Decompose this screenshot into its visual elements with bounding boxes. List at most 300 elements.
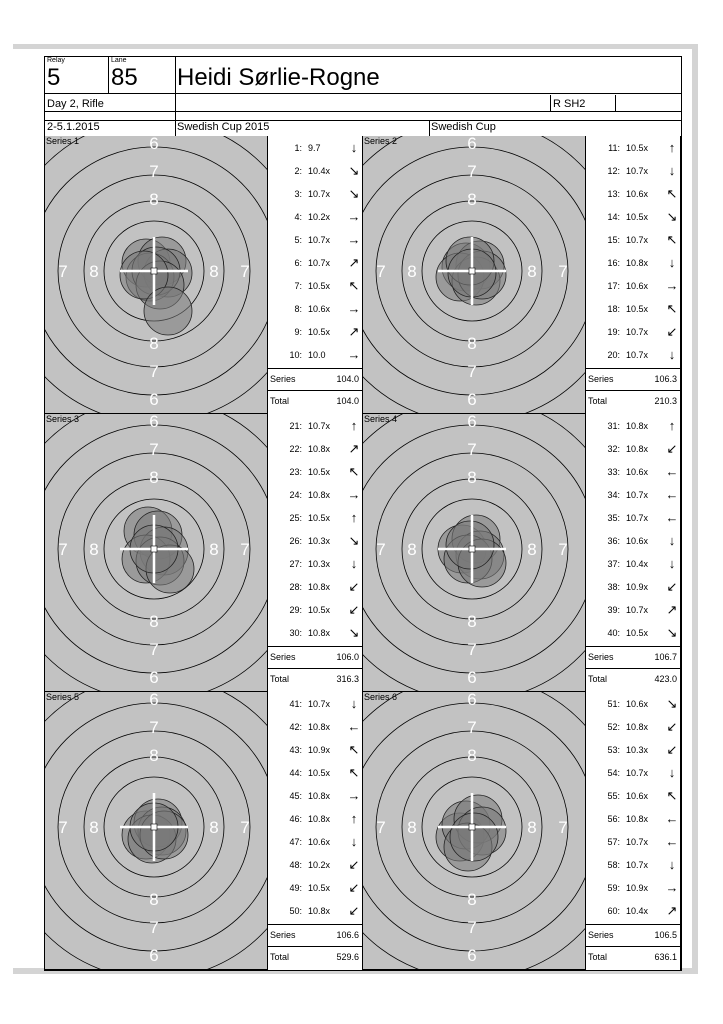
shot-number: 1:: [294, 143, 302, 153]
ring-label-7: 7: [376, 818, 386, 837]
shot-score: 10.8x: [308, 814, 331, 824]
shot-direction-arrow-icon: →: [347, 347, 361, 362]
shot-row: [268, 506, 362, 529]
shot-number: 23:: [289, 467, 302, 477]
shot-row: [586, 251, 680, 274]
shot-direction-arrow-icon: ←: [665, 811, 679, 826]
shot-table-5: [267, 692, 363, 970]
shot-number: 29:: [289, 605, 302, 615]
shot-number: 6:: [294, 258, 302, 268]
shot-direction-arrow-icon: ↙: [348, 602, 360, 617]
shot-direction-arrow-icon: →: [347, 788, 361, 803]
shot-score: 10.7x: [308, 189, 331, 199]
shot-number: 15:: [607, 235, 620, 245]
shot-score: 10.2x: [308, 212, 331, 222]
series-subtotal-label: Series: [588, 374, 614, 384]
venue-name: Swedish Cup: [431, 121, 496, 133]
shot-row: [586, 692, 680, 715]
shot-score: 10.5x: [308, 467, 331, 477]
shot-score: 10.8x: [308, 906, 331, 916]
shot-row: [586, 320, 680, 343]
shot-row: [268, 575, 362, 598]
relay-label: Relay: [47, 57, 65, 64]
competition-name: Swedish Cup 2015: [177, 121, 270, 133]
shot-table-4: [585, 414, 681, 692]
shot-direction-arrow-icon: ↘: [348, 163, 360, 178]
shot-score: 10.7x: [626, 350, 649, 360]
ring-label-6: 6: [467, 692, 477, 709]
shot-number: 59:: [607, 883, 620, 893]
shot-number: 44:: [289, 768, 302, 778]
shot-row: [268, 853, 362, 876]
series-label: Series 3: [46, 414, 80, 424]
shot-hole: [144, 287, 192, 335]
shot-row: [586, 343, 680, 366]
shot-hole: [446, 521, 494, 569]
page-top-shadow: [13, 44, 698, 49]
shot-row: [586, 552, 680, 575]
shot-direction-arrow-icon: ←: [347, 719, 361, 734]
shot-direction-arrow-icon: ↓: [350, 140, 358, 155]
shot-score: 10.8x: [308, 791, 331, 801]
series-panel-4: [363, 414, 681, 692]
shot-direction-arrow-icon: ↖: [348, 742, 360, 757]
shot-number: 48:: [289, 860, 302, 870]
series-subtotal-label: Series: [270, 930, 296, 940]
ring-label-6: 6: [467, 390, 477, 409]
shot-direction-arrow-icon: ↓: [668, 533, 676, 548]
shot-direction-arrow-icon: ↖: [348, 278, 360, 293]
series-panel-1: [45, 136, 363, 414]
ring-label-8: 8: [527, 540, 537, 559]
shot-score: 10.6x: [626, 699, 649, 709]
shot-score: 10.5x: [308, 281, 331, 291]
series-subtotal-label: Series: [270, 652, 296, 662]
shot-number: 19:: [607, 327, 620, 337]
shot-score: 10.7x: [626, 327, 649, 337]
center-mark: [469, 824, 475, 830]
shot-direction-arrow-icon: ↙: [348, 903, 360, 918]
shot-row: [586, 598, 680, 621]
shot-direction-arrow-icon: →: [347, 209, 361, 224]
shot-direction-arrow-icon: →: [665, 278, 679, 293]
shot-number: 27:: [289, 559, 302, 569]
ring-label-7: 7: [467, 362, 477, 381]
ring-label-8: 8: [149, 890, 159, 909]
shot-row: [586, 853, 680, 876]
shot-number: 24:: [289, 490, 302, 500]
shot-row: [586, 830, 680, 853]
shot-direction-arrow-icon: ↑: [350, 510, 358, 525]
shot-number: 8:: [294, 304, 302, 314]
shot-row: [586, 136, 680, 159]
series-panel-5: [45, 692, 363, 970]
shot-direction-arrow-icon: ↓: [668, 347, 676, 362]
shot-row: [268, 437, 362, 460]
shot-row: [268, 876, 362, 899]
shot-score: 10.8x: [308, 444, 331, 454]
shot-number: 43:: [289, 745, 302, 755]
shot-number: 26:: [289, 536, 302, 546]
ring-label-8: 8: [467, 612, 477, 631]
shot-direction-arrow-icon: ↓: [668, 556, 676, 571]
shot-direction-arrow-icon: ↗: [666, 903, 678, 918]
shot-direction-arrow-icon: ↘: [348, 186, 360, 201]
shot-score: 10.6x: [626, 536, 649, 546]
ring-label-7: 7: [149, 640, 159, 659]
shot-number: 12:: [607, 166, 620, 176]
ring-label-8: 8: [407, 818, 417, 837]
running-total: [586, 390, 680, 413]
shot-number: 20:: [607, 350, 620, 360]
shot-row: [586, 784, 680, 807]
ring-label-7: 7: [240, 540, 250, 559]
shot-row: [586, 159, 680, 182]
shot-table-6: [585, 692, 681, 970]
running-total: [268, 946, 362, 969]
shot-score: 10.4x: [626, 906, 649, 916]
shot-number: 11:: [608, 143, 620, 153]
shot-row: [268, 136, 362, 159]
shot-number: 37:: [607, 559, 620, 569]
shot-row: [586, 621, 680, 644]
shot-row: [586, 414, 680, 437]
series-subtotal: [268, 924, 362, 947]
shot-row: [586, 876, 680, 899]
series-label: Series 1: [46, 136, 80, 146]
series-subtotal-value: 106.7: [654, 652, 677, 662]
ring-label-7: 7: [58, 818, 68, 837]
shot-score: 10.7x: [308, 699, 331, 709]
ring-label-6: 6: [467, 414, 477, 431]
shot-number: 10:: [289, 350, 302, 360]
ring-label-8: 8: [467, 468, 477, 487]
shot-score: 10.8x: [308, 722, 331, 732]
ring-label-6: 6: [149, 136, 159, 153]
ring-label-7: 7: [467, 162, 477, 181]
series-subtotal-label: Series: [588, 652, 614, 662]
shot-direction-arrow-icon: ←: [665, 464, 679, 479]
ring-label-8: 8: [467, 334, 477, 353]
ring-label-6: 6: [467, 136, 477, 153]
ring-label-8: 8: [209, 818, 219, 837]
running-total-label: Total: [270, 396, 290, 406]
shot-row: [586, 483, 680, 506]
series-subtotal: [586, 924, 680, 947]
shot-row: [586, 761, 680, 784]
shot-direction-arrow-icon: →: [665, 880, 679, 895]
shot-row: [586, 274, 680, 297]
shot-row: [268, 251, 362, 274]
shot-row: [268, 297, 362, 320]
ring-label-7: 7: [149, 918, 159, 937]
shot-direction-arrow-icon: →: [347, 232, 361, 247]
shot-number: 53:: [607, 745, 620, 755]
shot-score: 10.5x: [626, 143, 649, 153]
shot-number: 34:: [607, 490, 620, 500]
shot-score: 10.7x: [626, 235, 649, 245]
ring-label-7: 7: [558, 818, 568, 837]
series-subtotal: [586, 368, 680, 391]
shot-score: 10.8x: [308, 490, 331, 500]
shot-number: 22:: [289, 444, 302, 454]
ring-label-8: 8: [149, 190, 159, 209]
series-subtotal-label: Series: [270, 374, 296, 384]
score-sheet: [44, 56, 682, 971]
shot-number: 9:: [294, 327, 302, 337]
shot-score: 10.7x: [308, 258, 331, 268]
shot-score: 10.4x: [308, 166, 331, 176]
ring-label-7: 7: [467, 718, 477, 737]
shot-number: 18:: [607, 304, 620, 314]
series-subtotal-value: 106.3: [654, 374, 677, 384]
lane-number: 85: [111, 64, 138, 91]
shot-score: 10.6x: [308, 304, 331, 314]
shot-score: 10.4x: [626, 559, 649, 569]
ring-label-8: 8: [89, 818, 99, 837]
shot-number: 55:: [607, 791, 620, 801]
ring-label-7: 7: [58, 262, 68, 281]
shot-direction-arrow-icon: ↘: [666, 696, 678, 711]
shot-table-2: [585, 136, 681, 414]
shot-score: 10.0: [308, 350, 326, 360]
target-3: [45, 414, 267, 692]
shot-score: 10.2x: [308, 860, 331, 870]
shot-direction-arrow-icon: ←: [665, 834, 679, 849]
ring-label-8: 8: [407, 262, 417, 281]
lane-label: Lane: [111, 57, 127, 64]
shot-score: 10.5x: [626, 304, 649, 314]
shot-number: 33:: [607, 467, 620, 477]
competition-date: 2-5.1.2015: [47, 121, 100, 133]
running-total-label: Total: [588, 396, 608, 406]
shot-number: 32:: [607, 444, 620, 454]
center-mark: [151, 546, 157, 552]
shot-score: 10.7x: [626, 605, 649, 615]
shot-score: 10.7x: [308, 235, 331, 245]
shot-score: 10.6x: [308, 837, 331, 847]
running-total-value: 316.3: [336, 674, 359, 684]
shot-direction-arrow-icon: ↗: [348, 324, 360, 339]
shot-number: 17:: [607, 281, 620, 291]
running-total-value: 529.6: [336, 952, 359, 962]
shot-number: 39:: [607, 605, 620, 615]
series-subtotal-label: Series: [588, 930, 614, 940]
shot-direction-arrow-icon: ↙: [348, 579, 360, 594]
shot-score: 10.6x: [626, 281, 649, 291]
shot-score: 10.8x: [626, 814, 649, 824]
shot-table-3: [267, 414, 363, 692]
shot-row: [268, 483, 362, 506]
shot-row: [586, 205, 680, 228]
shot-score: 10.5x: [308, 605, 331, 615]
shot-row: [268, 159, 362, 182]
center-mark: [469, 268, 475, 274]
series-subtotal: [268, 646, 362, 669]
shot-score: 10.7x: [626, 768, 649, 778]
shot-number: 13:: [607, 189, 620, 199]
relay-number: 5: [47, 64, 61, 91]
shot-direction-arrow-icon: ↓: [668, 857, 676, 872]
running-total-value: 636.1: [654, 952, 677, 962]
shot-score: 10.8x: [308, 628, 331, 638]
shot-row: [268, 738, 362, 761]
shot-direction-arrow-icon: ↙: [666, 719, 678, 734]
shot-number: 50:: [289, 906, 302, 916]
ring-label-8: 8: [149, 746, 159, 765]
shot-row: [268, 715, 362, 738]
running-total-value: 104.0: [336, 396, 359, 406]
shot-row: [268, 830, 362, 853]
shot-number: 16:: [607, 258, 620, 268]
series-label: Series 4: [364, 414, 398, 424]
ring-label-6: 6: [149, 692, 159, 709]
shot-direction-arrow-icon: ↓: [668, 163, 676, 178]
shot-row: [586, 575, 680, 598]
series-subtotal-value: 106.0: [336, 652, 359, 662]
shot-row: [268, 621, 362, 644]
shot-direction-arrow-icon: ↙: [666, 441, 678, 456]
shot-score: 10.7x: [626, 166, 649, 176]
shot-number: 2:: [294, 166, 302, 176]
shot-row: [268, 274, 362, 297]
shot-direction-arrow-icon: ↓: [668, 765, 676, 780]
shot-row: [586, 182, 680, 205]
shot-number: 3:: [294, 189, 302, 199]
shot-score: 10.8x: [626, 258, 649, 268]
shot-row: [268, 899, 362, 922]
shot-number: 36:: [607, 536, 620, 546]
running-total: [586, 946, 680, 969]
shot-score: 10.6x: [626, 791, 649, 801]
running-total-label: Total: [588, 674, 608, 684]
shot-row: [586, 807, 680, 830]
ring-label-8: 8: [527, 262, 537, 281]
shot-row: [586, 460, 680, 483]
day-discipline: Day 2, Rifle: [47, 98, 104, 110]
shot-direction-arrow-icon: ↖: [666, 232, 678, 247]
shot-number: 38:: [607, 582, 620, 592]
shot-direction-arrow-icon: ←: [665, 487, 679, 502]
shot-number: 30:: [289, 628, 302, 638]
running-total-label: Total: [270, 952, 290, 962]
shot-number: 57:: [607, 837, 620, 847]
shot-direction-arrow-icon: ↙: [348, 880, 360, 895]
page-right-shadow: [692, 44, 698, 974]
shot-row: [586, 529, 680, 552]
shot-score: 10.8x: [308, 582, 331, 592]
shot-score: 10.5x: [308, 327, 331, 337]
shot-direction-arrow-icon: ↑: [350, 418, 358, 433]
shot-row: [586, 899, 680, 922]
target-1: [45, 136, 267, 414]
ring-label-6: 6: [149, 668, 159, 687]
shot-table-1: [267, 136, 363, 414]
ring-label-7: 7: [467, 440, 477, 459]
ring-label-8: 8: [149, 334, 159, 353]
shot-row: [268, 761, 362, 784]
shot-row: [268, 343, 362, 366]
target-2: [363, 136, 585, 414]
shot-direction-arrow-icon: ↓: [350, 696, 358, 711]
ring-label-6: 6: [149, 414, 159, 431]
ring-label-7: 7: [467, 918, 477, 937]
shot-number: 21:: [289, 421, 302, 431]
shot-row: [268, 414, 362, 437]
target-6: [363, 692, 585, 970]
shot-direction-arrow-icon: ↗: [348, 255, 360, 270]
shot-score: 10.8x: [626, 444, 649, 454]
shot-direction-arrow-icon: ↑: [668, 418, 676, 433]
shot-number: 42:: [289, 722, 302, 732]
shot-score: 10.7x: [626, 837, 649, 847]
shot-direction-arrow-icon: ↘: [348, 533, 360, 548]
ring-label-8: 8: [407, 540, 417, 559]
class-code: R SH2: [553, 98, 586, 110]
shot-row: [268, 320, 362, 343]
shot-number: 60:: [607, 906, 620, 916]
ring-label-7: 7: [376, 540, 386, 559]
shot-number: 28:: [289, 582, 302, 592]
series-label: Series 6: [364, 692, 398, 702]
shot-row: [268, 784, 362, 807]
ring-label-6: 6: [149, 390, 159, 409]
ring-label-8: 8: [467, 190, 477, 209]
shot-number: 40:: [607, 628, 620, 638]
shot-row: [268, 807, 362, 830]
shot-direction-arrow-icon: ↓: [350, 556, 358, 571]
center-mark: [469, 546, 475, 552]
series-panel-3: [45, 414, 363, 692]
shot-number: 41:: [289, 699, 302, 709]
series-subtotal-value: 106.6: [336, 930, 359, 940]
shot-score: 10.3x: [308, 559, 331, 569]
ring-label-7: 7: [376, 262, 386, 281]
shot-direction-arrow-icon: ↗: [666, 602, 678, 617]
shot-score: 10.8x: [626, 722, 649, 732]
ring-label-7: 7: [149, 162, 159, 181]
series-subtotal-value: 104.0: [336, 374, 359, 384]
ring-label-6: 6: [467, 946, 477, 965]
ring-label-7: 7: [149, 718, 159, 737]
target-5: [45, 692, 267, 970]
series-label: Series 2: [364, 136, 398, 146]
shot-number: 35:: [607, 513, 620, 523]
shot-number: 58:: [607, 860, 620, 870]
ring-label-7: 7: [467, 640, 477, 659]
shot-number: 51:: [607, 699, 620, 709]
running-total: [268, 668, 362, 691]
shot-direction-arrow-icon: ↖: [666, 301, 678, 316]
shot-direction-arrow-icon: ↘: [666, 625, 678, 640]
shot-row: [586, 506, 680, 529]
series-subtotal-value: 106.5: [654, 930, 677, 940]
shot-score: 10.3x: [308, 536, 331, 546]
center-mark: [151, 268, 157, 274]
shot-row: [268, 228, 362, 251]
shot-direction-arrow-icon: ↘: [348, 625, 360, 640]
ring-label-8: 8: [527, 818, 537, 837]
shot-direction-arrow-icon: ↑: [350, 811, 358, 826]
shot-score: 10.6x: [626, 189, 649, 199]
shot-score: 10.6x: [626, 467, 649, 477]
shot-direction-arrow-icon: ↖: [666, 186, 678, 201]
ring-label-8: 8: [89, 540, 99, 559]
shot-score: 10.7x: [626, 490, 649, 500]
shot-direction-arrow-icon: ↙: [666, 742, 678, 757]
shot-score: 10.7x: [626, 513, 649, 523]
shot-direction-arrow-icon: ↙: [348, 857, 360, 872]
